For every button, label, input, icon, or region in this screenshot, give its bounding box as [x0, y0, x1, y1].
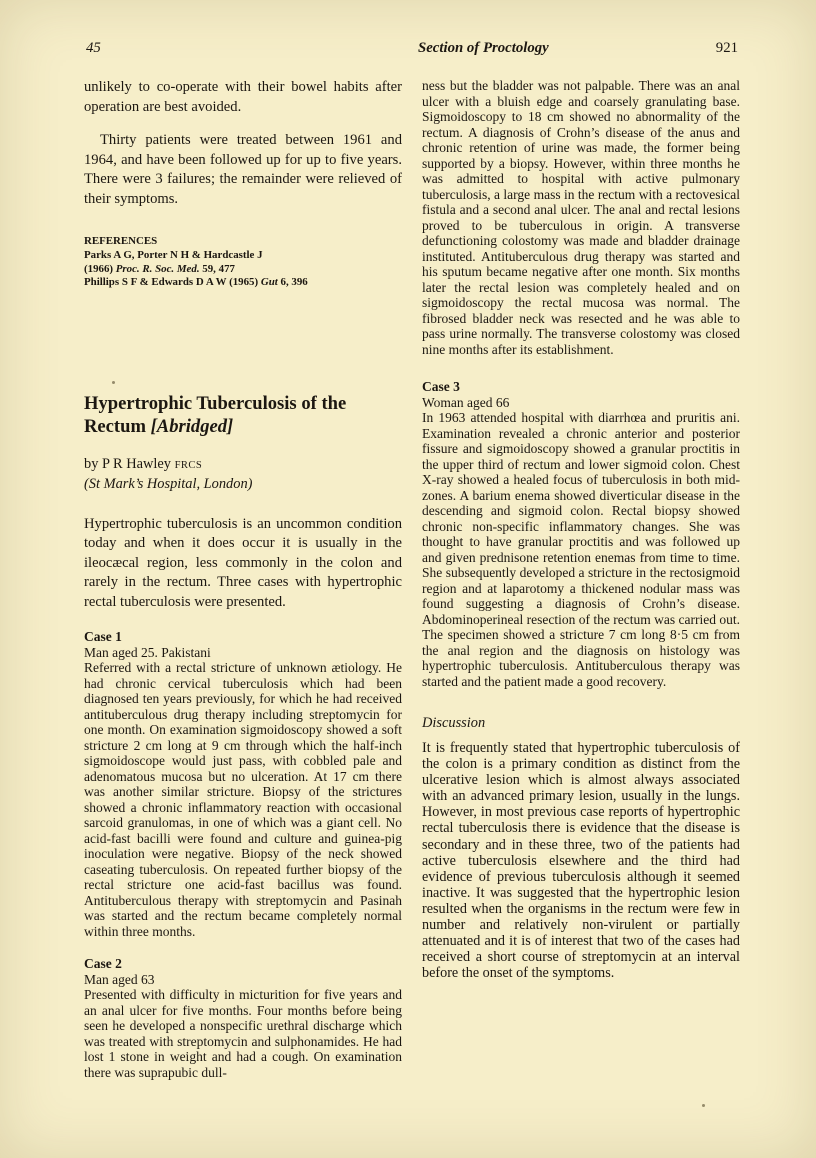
case-report-1: [84, 629, 402, 939]
discussion-heading: Discussion: [422, 715, 486, 731]
references-block: [84, 235, 402, 290]
meeting-number: 45: [86, 40, 101, 56]
case-report-2: [84, 956, 402, 1080]
reference-entry-1: [84, 249, 402, 262]
case-3-subject: Woman aged 66: [422, 394, 510, 410]
previous-article-paragraph-2: Thirty patients were treated between 1961 and 1964, and have been followed up for up to five years. There were 3 failures; the remainder were relieved of their symptoms.: [84, 132, 402, 207]
discussion-section: [422, 715, 740, 981]
case-3-heading: Case 3: [422, 379, 460, 394]
reference-entry-2: [84, 276, 402, 289]
two-column-layout: [84, 78, 740, 1080]
section-title: Section of Proctology: [418, 40, 549, 56]
page-number: 921: [715, 40, 738, 56]
reference-entry-1-citation: [84, 263, 402, 276]
article: [84, 392, 402, 1081]
page-header: [84, 40, 740, 59]
reference-authors: Parks A G, Porter N H & Hardcastle J: [84, 249, 263, 262]
scan-speck: [702, 1104, 705, 1107]
case-report-3: [422, 379, 740, 689]
case-2-body: Presented with difficulty in micturition for five years and an anal ulcer for five months. Four months before being seen he developed a nonspecific urethral discharge which was treated with streptomycin and sulphonamides. He had lost 1 stone in weight and had a cough. On examination there was suprapubic dull-: [84, 987, 402, 1080]
article-title-abridged: [Abridged]: [150, 416, 234, 438]
article-title-text: Hypertrophic Tuberculosis of the Rectum: [84, 392, 347, 438]
case-2-subject: Man aged 63: [84, 971, 155, 987]
reference-pages: 59, 477: [199, 262, 235, 275]
article-intro: Hypertrophic tuberculosis is an uncommon condition today and when it does occur it is usually in the ileocæcal region, less commonly in the colon and rarely in the rectum. Three cases with hypertrophic rectal tuberculosis were presented.: [84, 515, 402, 610]
reference-journal: Gut: [260, 276, 278, 289]
case-2-heading: Case 2: [84, 956, 122, 972]
case-1-subject: Man aged 25. Pakistani: [84, 644, 211, 660]
byline-credentials: FRCS: [174, 459, 203, 471]
reference-year: (1966): [84, 262, 116, 275]
right-column: [422, 78, 740, 1080]
case-1-heading: Case 1: [84, 629, 122, 645]
reference-journal: Proc. R. Soc. Med.: [115, 262, 200, 275]
references-heading: REFERENCES: [84, 235, 158, 247]
byline-text: by P R Hawley: [84, 455, 175, 472]
reference-authors: Phillips S F & Edwards D A W: [84, 276, 230, 289]
reference-year: (1965): [229, 276, 261, 289]
reference-pages: 6, 396: [277, 276, 308, 289]
affiliation: (St Mark’s Hospital, London): [84, 475, 253, 492]
scan-speck: [112, 381, 115, 384]
left-column: [84, 78, 402, 1080]
case-3-body: In 1963 attended hospital with diarrhœa and pruritis ani. Examination revealed a chronic anterior and posterior fissure and sigmoidoscopy showed a granular proctitis in the upper third of rectum and lower sigmoid colon. Chest X-ray showed a healed focus of tuberculosis in both mid-zones. A barium enema showed diverticular disease in the descending and sigmoid colon. Rectal biopsy showed chronic non-specific inflammatory changes. She was thought to have granular proctitis and was followed up and given prednisone retention enemas from time to time. She subsequently developed a stricture in the rectosigmoid region and at laparotomy a thickened nodular mass was found suggesting a diagnosis of Crohn’s disease. Abdominoperineal resection of the rectum was carried out. The specimen showed a stricture 7 cm long 8·5 cm from the anal region and the diagnosis on histology was hypertrophic tuberculosis. Antituberculous therapy was started and the patient made a good recovery.: [422, 410, 740, 689]
byline: [84, 456, 402, 473]
case-1-body: Referred with a rectal stricture of unknown ætiology. He had chronic cervical tuberculosis which had been diagnosed ten years previously, for which he had received antituberculous drug therapy including streptomycin for one month. On examination sigmoidoscopy showed a soft stricture 2 cm long at 9 cm through which the half-inch sigmoidoscope would just pass, with cobbled pale and adenomatous mucosa but no ulceration. At 17 cm there was another similar stricture. Biopsy of the strictures showed a chronic inflammatory reaction with occasional sarcoid granulomas, in one of which was a giant cell. No acid-fast bacilli were found and culture and guinea-pig inoculation were negative. Biopsy of the neck showed caseating tuberculosis. On repeated further biopsy of the rectal stricture one acid-fast bacillus was found. Antituberculous therapy with streptomycin and Pasinah was started and the rectum became completely normal within three months.: [84, 660, 402, 939]
previous-article-paragraph-1: unlikely to co-operate with their bowel habits after operation are best avoided.: [84, 79, 402, 115]
discussion-body: It is frequently stated that hypertrophic tuberculosis of the colon is a primary condition as distinct from the ulcerative lesion which is almost always associated with an advanced primary lesion, usually in the lungs. However, in most previous case reports of hypertrophic rectal tuberculosis there is evidence that the disease is secondary and in these three, two of the patients had active tuberculosis elsewhere and the third had evidence of previous tuberculosis although it seemed inactive. It was suggested that the hypertrophic lesion resulted when the organisms in the rectum were few in number and relatively non-virulent or partially attenuated and it is of interest that two of the cases had received a short course of streptomycin at an interval before the onset of the symptoms.: [422, 740, 740, 982]
article-title: [84, 392, 402, 439]
case-2-continuation: ness but the bladder was not palpable. There was an anal ulcer with a bluish edge and coarsely granulating base. Sigmoidoscopy to 18 cm showed no abnormality of the rectum. A diagnosis of Crohn’s disease of the anus and chronic retention of urine was made, the former being supported by a biopsy. However, within three months he was admitted to hospital with active pulmonary tuberculosis, a large mass in the rectum with a rectovesical fistula and a second anal ulcer. The anal and rectal lesions proved to be tuberculous in origin. A transverse defunctioning colostomy was made and bladder drainage instituted. Antituberculous drug therapy was started and his sputum became negative after one month. Six months later the rectal lesion was completely healed and on sigmoidoscopy the rectal mucosa was normal. The fibrosed bladder neck was resected and he was able to pass urine normally. The transverse colostomy was closed nine months after its establishment.: [422, 78, 740, 357]
